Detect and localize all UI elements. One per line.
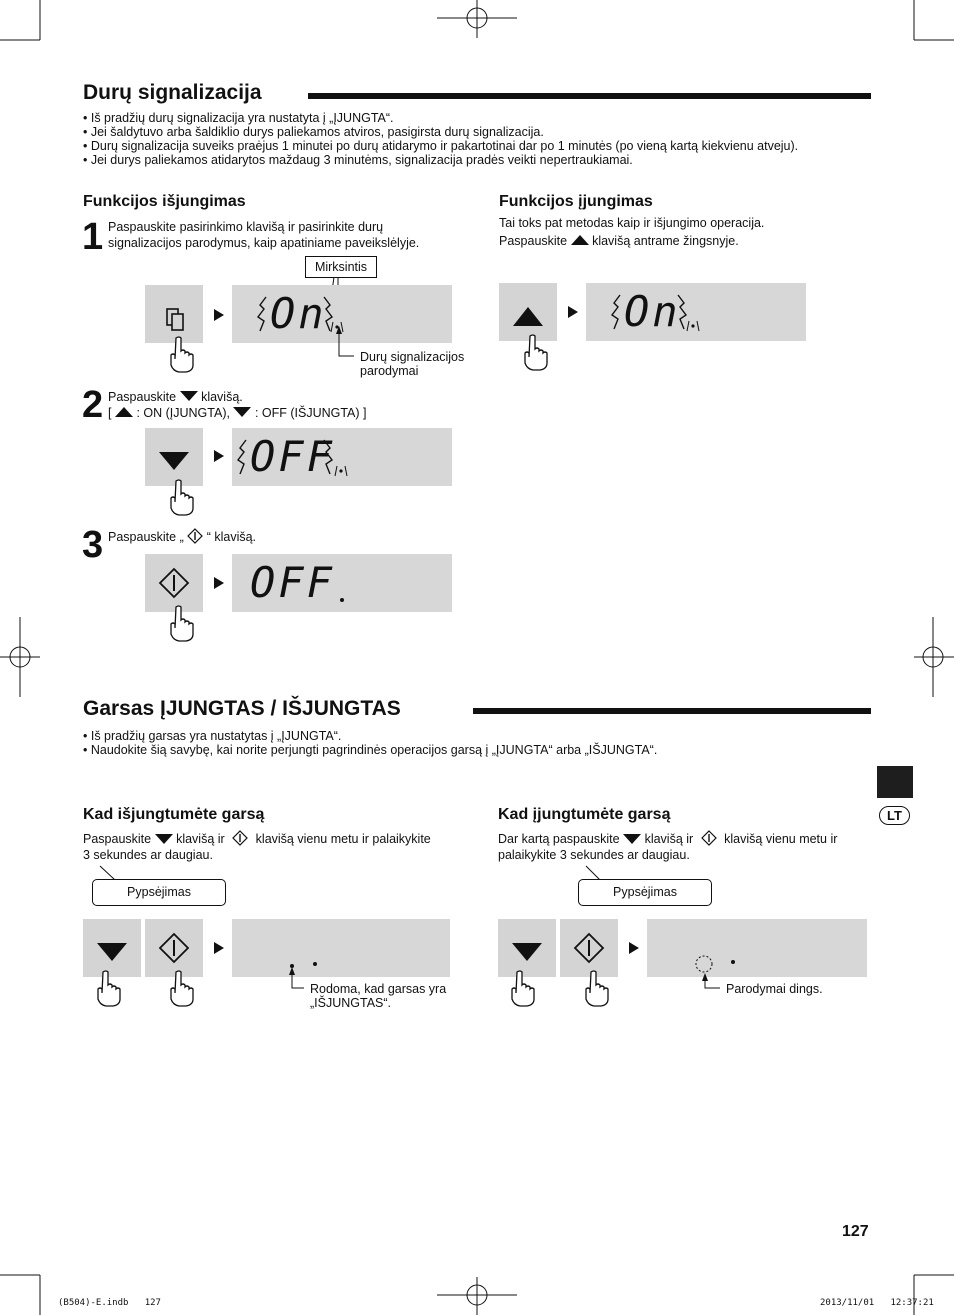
pointing-hand-icon [94, 970, 124, 1006]
door-alarm-bullets [83, 111, 883, 167]
pointing-hand-icon [521, 334, 551, 370]
step2-text: Paspauskite klavišą. [ : ON (ĮJUNGTA), : OFF (IŠJUNGTA) ] [108, 390, 367, 420]
arrow-right [629, 942, 639, 954]
beep-callout: Pypsėjimas [578, 879, 712, 906]
up-key[interactable] [499, 283, 557, 341]
footer-file: (B504)-E.indb 127 [58, 1298, 161, 1308]
down-triangle-icon [180, 390, 198, 402]
on-instructions-1: Tai toks pat metodas kaip ir išjungimo operacija. [499, 216, 765, 230]
sound-on-heading: Kad įjungtumėte garsą [498, 806, 671, 823]
down-triangle-icon [233, 406, 251, 418]
lcd-value: OFF [250, 432, 335, 481]
arrow-right [214, 577, 224, 589]
lcd-value: On [624, 287, 681, 336]
lcd-value: On [270, 289, 327, 338]
down-key[interactable] [83, 919, 141, 977]
pointing-hand-icon [167, 336, 197, 372]
pointing-hand-icon [167, 479, 197, 515]
up-triangle-icon [115, 406, 133, 418]
title-rule [473, 708, 871, 714]
lcd-display [586, 283, 806, 341]
footer-timestamp: 2013/11/01 12:37:21 [820, 1298, 934, 1308]
section-title-door-alarm: Durų signalizacija [83, 81, 262, 104]
step-number: 3 [82, 524, 104, 566]
sound-off-text: Paspauskite klavišą ir klavišą vienu metu ir palaikykite 3 sekundes ar daugiau. [83, 832, 431, 862]
lcd-display [232, 285, 452, 343]
lcd-display [232, 919, 450, 977]
set-diamond-icon [560, 919, 618, 977]
set-key[interactable] [145, 554, 203, 612]
step-number: 2 [82, 384, 104, 426]
on-heading: Funkcijos įjungimas [499, 193, 653, 210]
down-triangle-icon [623, 833, 641, 845]
lcd-display [647, 919, 867, 977]
select-key[interactable] [145, 285, 203, 343]
down-key[interactable] [145, 428, 203, 486]
lcd-display [232, 428, 452, 486]
set-diamond-icon [701, 830, 717, 846]
arrow-right [568, 306, 578, 318]
title-rule [308, 93, 871, 99]
bullet: • Naudokite šią savybę, kai norite perjungti pagrindinės operacijos garsą į „ĮJUNGTA“ arba „IŠJUNGTA“. [83, 743, 658, 757]
beep-callout: Pypsėjimas [92, 879, 226, 906]
select-key-icon [145, 285, 203, 343]
sound-off-heading: Kad išjungtumėte garsą [83, 806, 265, 823]
bullet: • Durų signalizacija suveiks praėjus 1 minutei po durų atidarymo ir pakartotinai dar po 1 minutės (po vieną kartą kiekvienu atveju). [83, 139, 799, 153]
off-heading: Funkcijos išjungimas [83, 193, 246, 210]
bullet: • Jei durys paliekamos atidarytos maždaug 3 minutėms, signalizacija pradės veikti nepertraukiamai. [83, 153, 633, 167]
pointing-hand-icon [508, 970, 538, 1006]
arrow-right [214, 942, 224, 954]
set-diamond-icon [187, 528, 203, 544]
set-diamond-icon [145, 554, 203, 612]
blink-burst-icon [232, 285, 452, 343]
page-number: 127 [842, 1223, 869, 1240]
up-triangle-icon [571, 234, 589, 246]
sound-on-label: Parodymai dings. [726, 982, 823, 996]
blinking-callout: Mirksintis [305, 256, 377, 278]
indicator-label: Durų signalizacijos parodymai [360, 350, 465, 378]
down-triangle-icon [83, 919, 141, 977]
lcd-value: OFF [250, 558, 335, 607]
up-triangle-icon [499, 283, 557, 341]
down-triangle-icon [145, 428, 203, 486]
on-instructions-2: Paspauskite klavišą antrame žingsnyje. [499, 234, 739, 248]
sound-on-text: Dar kartą paspauskite klavišą ir klavišą vienu metu ir palaikykite 3 sekundes ar daugiau. [498, 832, 838, 862]
sound-off-label: Rodoma, kad garsas yra „IŠJUNGTAS“. [310, 982, 447, 1010]
step3-text: Paspauskite „ “ klavišą. [108, 530, 257, 544]
section-title-sound: Garsas ĮJUNGTAS / IŠJUNGTAS [83, 697, 401, 720]
indicator-dot [286, 957, 326, 977]
arrow-right [214, 309, 224, 321]
language-tab-block [877, 766, 913, 798]
set-key[interactable] [145, 919, 203, 977]
set-diamond-icon [145, 919, 203, 977]
down-key[interactable] [498, 919, 556, 977]
pointing-hand-icon [582, 970, 612, 1006]
down-triangle-icon [155, 833, 173, 845]
step1-text: Paspauskite pasirinkimo klavišą ir pasirinkite durų signalizacijos parodymus, kaip apatiniame paveikslėlyje. [108, 220, 420, 250]
lcd-display [232, 554, 452, 612]
indicator-dot [338, 596, 346, 604]
arrow-right [214, 450, 224, 462]
sound-bullets [83, 729, 883, 757]
bullet: • Iš pradžių durų signalizacija yra nustatyta į „ĮJUNGTA“. [83, 111, 394, 125]
down-triangle-icon [498, 919, 556, 977]
step-number: 1 [82, 216, 104, 258]
bullet: • Jei šaldytuvo arba šaldiklio durys paliekamos atviros, pasigirsta durų signalizacija. [83, 125, 544, 139]
pointing-hand-icon [167, 605, 197, 641]
set-diamond-icon [232, 830, 248, 846]
blink-burst-icon [586, 283, 806, 341]
set-key[interactable] [560, 919, 618, 977]
language-tab: LT [879, 806, 910, 825]
pointing-hand-icon [167, 970, 197, 1006]
indicator-dot [693, 951, 753, 981]
bullet: • Iš pradžių garsas yra nustatytas į „ĮJUNGTA“. [83, 729, 342, 743]
